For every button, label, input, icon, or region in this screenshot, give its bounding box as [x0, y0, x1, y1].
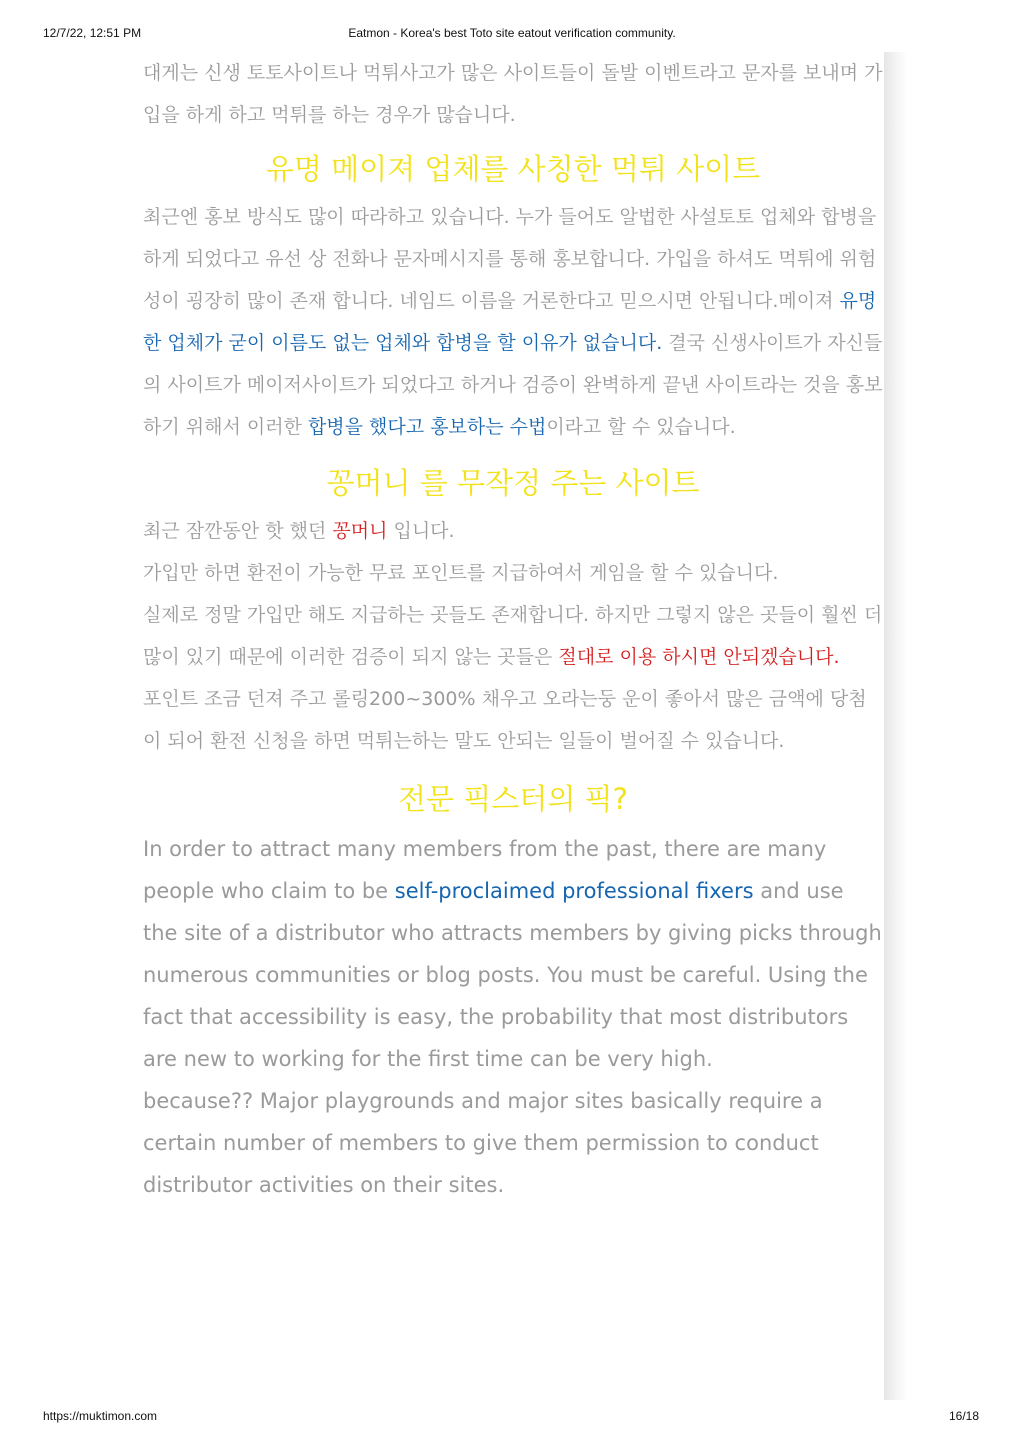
section3-text-a: In order to attract many members from the past, there are many people who claim to be [143, 837, 827, 903]
section-heading-free-money: 꽁머니 를 무작정 주는 사이트 [326, 466, 700, 500]
print-footer-url: https://muktimon.com [43, 1409, 158, 1423]
print-header [0, 22, 1024, 42]
section3-link-fixers[interactable]: self-proclaimed professional fixers [394, 879, 754, 903]
section1-text-c: 이라고 할 수 있습니다. [546, 416, 736, 438]
intro-paragraph: 대게는 신생 토토사이트나 먹튀사고가 많은 사이트들이 돌발 이벤트라고 문자를 보내며 가입을 하게 하고 먹튀를 하는 경우가 많습니다. [143, 62, 883, 126]
section-heading-impersonation: 유명 메이져 업체를 사칭한 먹튀 사이트 [265, 152, 761, 186]
section1-text-b: 결국 신생사이트가 자신들의 사이트가 메이저사이트가 되었다고 하거나 검증이 완벽하게 끝낸 사이트라는 것을 홍보하기 위해서 이러한 [143, 332, 883, 438]
section2-text-b: 입니다. [387, 520, 455, 542]
section2-warning: 절대로 이용 하시면 안되겠습니다. [558, 646, 840, 668]
section2-text-a: 최근 잠깐동안 핫 했던 [143, 520, 333, 542]
section1-paragraph [143, 196, 883, 448]
section3-text-b: and use the site of a distributor who attracts members by giving picks through numerous communities or blog posts. You must be careful. Using the fact that accessibility is easy, the probability that most distributors are new to working for the first time can be very high. [143, 879, 882, 1071]
print-footer [0, 1407, 1024, 1427]
section2-line1 [143, 510, 883, 552]
section2-highlight-free-money: 꽁머니 [332, 520, 388, 542]
section-heading-pickster: 전문 픽스터의 픽? [398, 782, 628, 816]
print-page-title: Eatmon - Korea's best Toto site eatout verification community. [348, 26, 676, 40]
section2-line2: 가입만 하면 환전이 가능한 무료 포인트를 지급하여서 게임을 할 수 있습니다. [143, 562, 779, 584]
section3-paragraph1 [143, 828, 883, 1080]
section1-link-merger[interactable]: 유명한 업체가 굳이 이름도 없는 업체와 합병을 할 이유가 없습니다. [143, 290, 877, 354]
section1-text-a: 최근엔 홍보 방식도 많이 따라하고 있습니다. 누가 들어도 알법한 사설토토 업체와 합병을 하게 되었다고 유선 상 전화나 문자메시지를 통해 홍보합니다. 가입을 하셔도 먹튀에 위험성이 굉장히 많이 존재 합니다. 네임드 이름을 거론한다고 믿으시면 안됩니다.메이져 [143, 206, 877, 312]
section2-line4: 포인트 조금 던져 주고 롤링200~300% 채우고 오라는둥 운이 좋아서 많은 금액에 당첨이 되어 환전 신청을 하면 먹튀는하는 말도 안되는 일들이 벌어질 수 있습니다. [143, 688, 867, 752]
print-datetime: 12/7/22, 12:51 PM [43, 26, 142, 40]
section1-link-promotion[interactable]: 합병을 했다고 홍보하는 수법 [307, 416, 547, 438]
section2-text-c: 실제로 정말 가입만 해도 지급하는 곳들도 존재합니다. 하지만 그렇지 않은 곳들이 훨씬 더 많이 있기 때문에 이러한 검증이 되지 않는 곳들은 [143, 604, 883, 668]
print-page-number: 16/18 [948, 1409, 979, 1423]
article-body [143, 52, 883, 1206]
section2-line3 [143, 594, 883, 678]
page-edge-shadow [884, 52, 908, 1400]
section3-paragraph2: because?? Major playgrounds and major sites basically require a certain number of members to give them permission to conduct distributor activities on their sites. [143, 1089, 823, 1197]
